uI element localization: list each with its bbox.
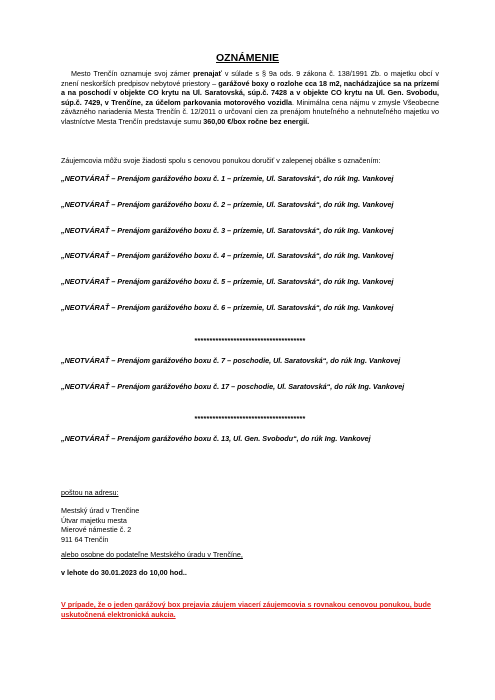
list-item: „NEOTVÁRAŤ – Prenájom garážového boxu č. 1 – prízemie, Ul. Saratovská“, do rúk Ing. Vankovej	[61, 174, 394, 183]
address-block	[61, 506, 439, 544]
address-line: Útvar majetku mesta	[61, 515, 127, 525]
list-item: „NEOTVÁRAŤ – Prenájom garážového boxu č. 3 – prízemie, Ul. Saratovská“, do rúk Ing. Vankovej	[61, 226, 394, 235]
intro-bold-3: 360,00 €/box ročne bez energií.	[203, 116, 310, 126]
page-title: OZNÁMENIE	[216, 52, 279, 64]
list-item: „NEOTVÁRAŤ – Prenájom garážového boxu č. 5 – prízemie, Ul. Saratovská“, do rúk Ing. Vankovej	[61, 277, 394, 286]
lead-text: Záujemcovia môžu svoje žiadosti spolu s cenovou ponukou doručiť v zalepenej obálke s označením:	[61, 156, 381, 165]
separator: *************************************	[194, 414, 306, 423]
list-item: „NEOTVÁRAŤ – Prenájom garážového boxu č. 17 – poschodie, Ul. Saratovská“, do rúk Ing. Vankovej	[61, 382, 405, 391]
post-label: poštou na adresu:	[61, 488, 119, 497]
address-line: Mierové námestie č. 2	[61, 525, 132, 534]
intro-paragraph	[61, 69, 439, 126]
list-item: „NEOTVÁRAŤ – Prenájom garážového boxu č. 6 – prízemie, Ul. Saratovská“, do rúk Ing. Vankovej	[61, 303, 394, 312]
deadline: v lehote do 30.01.2023 do 10,00 hod..	[61, 568, 187, 577]
intro-bold-2: garážové boxy o rozlohe cca 18 m2, nachádzajúce sa na prízemí a na poschodí v objekte CO krytu na Ul. Saratovská, súp.č. 7428 a v objekte CO krytu na Ul. Gen. Svobodu, súp.č. 7429, v Trenčíne, za účelom parkovania motorového vozidla	[61, 78, 439, 107]
intro-bold-1: prenajať	[192, 69, 222, 78]
address-line: 911 64 Trenčín	[61, 534, 109, 544]
separator: *************************************	[194, 336, 306, 345]
personal-delivery: alebo osobne do podateľne Mestského úradu v Trenčíne,	[61, 550, 243, 559]
address-line: Mestský úrad v Trenčíne	[61, 506, 140, 515]
intro-text-2: v súlade s § 9a ods. 9 zákona č. 138/1991 Zb. o majetku obcí v znení neskorších predpisov nebytové priestory –	[61, 69, 439, 88]
intro-text-3: . Minimálna cena nájmu v zmysle Všeobecne záväzného nariadenia Mesta Trenčín č. 12/2011 o určovaní cien za prenájom hnuteľného a nehnuteľného majetku vo vlastníctve Mesta Trenčín predstavuje sumu	[61, 97, 439, 126]
list-item: „NEOTVÁRAŤ – Prenájom garážového boxu č. 7 – poschodie, Ul. Saratovská“, do rúk Ing. Vankovej	[61, 356, 401, 365]
list-item: „NEOTVÁRAŤ – Prenájom garážového boxu č. 2 – prízemie, Ul. Saratovská“, do rúk Ing. Vankovej	[61, 200, 394, 209]
intro-text-1: Mesto Trenčín oznamuje svoj zámer	[71, 69, 193, 78]
auction-notice: V prípade, že o jeden garážový box prejavia záujem viacerí záujemcovia s rovnakou cenovou ponukou, bude uskutočnená elektronická aukcia.	[61, 600, 431, 619]
list-item: „NEOTVÁRAŤ – Prenájom garážového boxu č. 13, Ul. Gen. Svobodu“, do rúk Ing. Vankovej	[61, 434, 371, 443]
list-item: „NEOTVÁRAŤ – Prenájom garážového boxu č. 4 – prízemie, Ul. Saratovská“, do rúk Ing. Vankovej	[61, 251, 394, 260]
